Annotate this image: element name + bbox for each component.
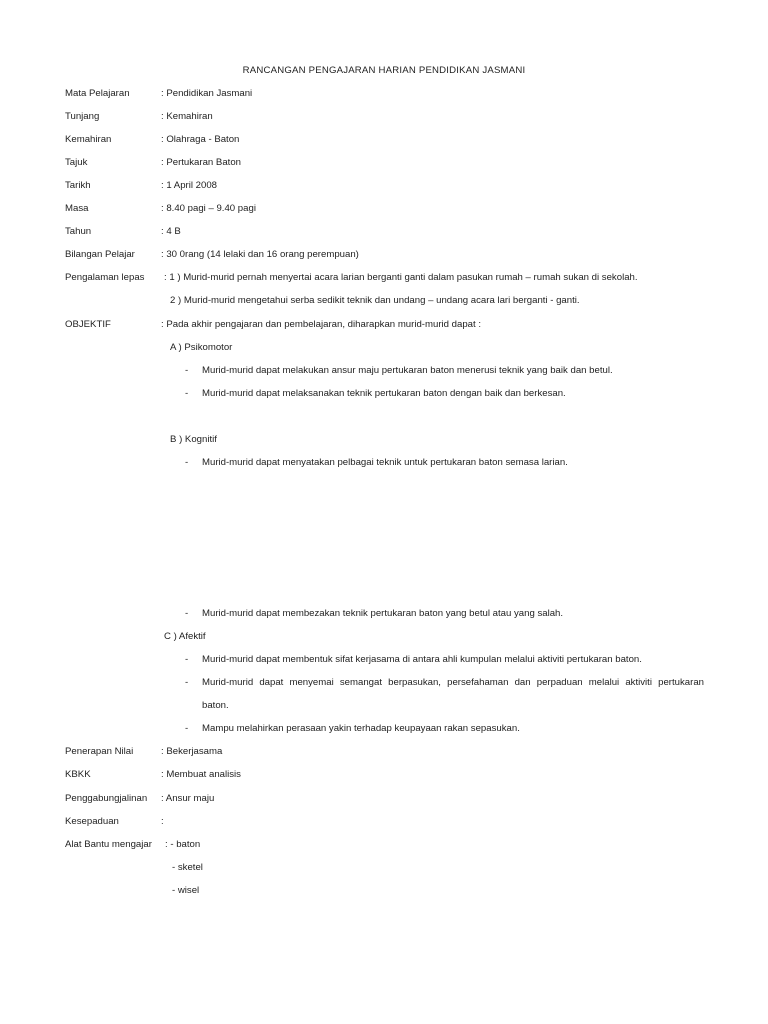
value-kemahiran: : Olahraga - Baton — [161, 134, 240, 145]
label-pengalaman-lepas: Pengalaman lepas — [65, 272, 145, 283]
heading-psikomotor: A ) Psikomotor — [170, 342, 233, 353]
value-masa: : 8.40 pagi – 9.40 pagi — [161, 203, 256, 214]
value-penerapan-nilai: : Bekerjasama — [161, 746, 223, 757]
value-tahun: : 4 B — [161, 226, 181, 237]
heading-afektif: C ) Afektif — [164, 631, 206, 642]
heading-kognitif: B ) Kognitif — [170, 434, 217, 445]
value-objektif: : Pada akhir pengajaran dan pembelajaran, diharapkan murid-murid dapat : — [161, 319, 481, 330]
label-tajuk: Tajuk — [65, 157, 88, 168]
value-bilangan-pelajar: : 30 0rang (14 lelaki dan 16 orang perempuan) — [161, 249, 359, 260]
psikomotor-item-2: Murid-murid dapat melaksanakan teknik pertukaran baton dengan baik dan berkesan. — [202, 388, 566, 399]
bullet-marker: - — [185, 723, 189, 734]
pengalaman-line-2: 2 ) Murid-murid mengetahui serba sedikit teknik dan undang – undang acara lari berganti - ganti. — [170, 295, 580, 306]
label-tunjang: Tunjang — [65, 111, 100, 122]
label-kemahiran: Kemahiran — [65, 134, 112, 145]
psikomotor-item-1: Murid-murid dapat melakukan ansur maju pertukaran baton menerusi teknik yang baik dan betul. — [202, 365, 613, 376]
label-tahun: Tahun — [65, 226, 92, 237]
value-tunjang: : Kemahiran — [161, 111, 213, 122]
afektif-item-1: Murid-murid dapat membentuk sifat kerjasama di antara ahli kumpulan melalui aktiviti pertukaran baton. — [202, 654, 642, 665]
label-mata-pelajaran: Mata Pelajaran — [65, 88, 130, 99]
bullet-marker: - — [185, 677, 189, 688]
bullet-marker: - — [185, 608, 189, 619]
value-kesepaduan: : — [161, 816, 164, 827]
alat-item-wisel: - wisel — [172, 885, 200, 896]
label-bilangan-pelajar: Bilangan Pelajar — [65, 249, 135, 260]
label-objektif: OBJEKTIF — [65, 319, 111, 330]
page-title: RANCANGAN PENGAJARAN HARIAN PENDIDIKAN JASMANI — [242, 65, 526, 76]
pengalaman-line-1: : 1 ) Murid-murid pernah menyertai acara larian berganti ganti dalam pasukan rumah – rumah sukan di sekolah. — [164, 272, 638, 283]
bullet-marker: - — [185, 457, 189, 468]
value-mata-pelajaran: : Pendidikan Jasmani — [161, 88, 253, 99]
value-tajuk: : Pertukaran Baton — [161, 157, 241, 168]
value-alat-bantu-mengajar: : - baton — [165, 839, 201, 850]
label-kbkk: KBKK — [65, 769, 91, 780]
kognitif-item-2: Murid-murid dapat membezakan teknik pertukaran baton yang betul atau yang salah. — [202, 608, 564, 619]
afektif-item-2-cont: baton. — [202, 700, 229, 711]
value-tarikh: : 1 April 2008 — [161, 180, 218, 191]
kognitif-item-1: Murid-murid dapat menyatakan pelbagai teknik untuk pertukaran baton semasa larian. — [202, 457, 568, 468]
value-penggabungjalinan: : Ansur maju — [161, 793, 215, 804]
bullet-marker: - — [185, 654, 189, 665]
value-kbkk: : Membuat analisis — [161, 769, 241, 780]
label-masa: Masa — [65, 203, 89, 214]
label-kesepaduan: Kesepaduan — [65, 816, 119, 827]
afektif-item-3: Mampu melahirkan perasaan yakin terhadap keupayaan rakan sepasukan. — [202, 723, 520, 734]
bullet-marker: - — [185, 365, 189, 376]
alat-item-sketel: - sketel — [172, 862, 203, 873]
label-penerapan-nilai: Penerapan Nilai — [65, 746, 134, 757]
label-tarikh: Tarikh — [65, 180, 91, 191]
label-penggabungjalinan: Penggabungjalinan — [65, 793, 148, 804]
afektif-item-2: Murid-murid dapat menyemai semangat berpasukan, persefahaman dan perpaduan melalui aktiviti pertukaran — [202, 677, 704, 688]
bullet-marker: - — [185, 388, 189, 399]
label-alat-bantu-mengajar: Alat Bantu mengajar — [65, 839, 152, 850]
